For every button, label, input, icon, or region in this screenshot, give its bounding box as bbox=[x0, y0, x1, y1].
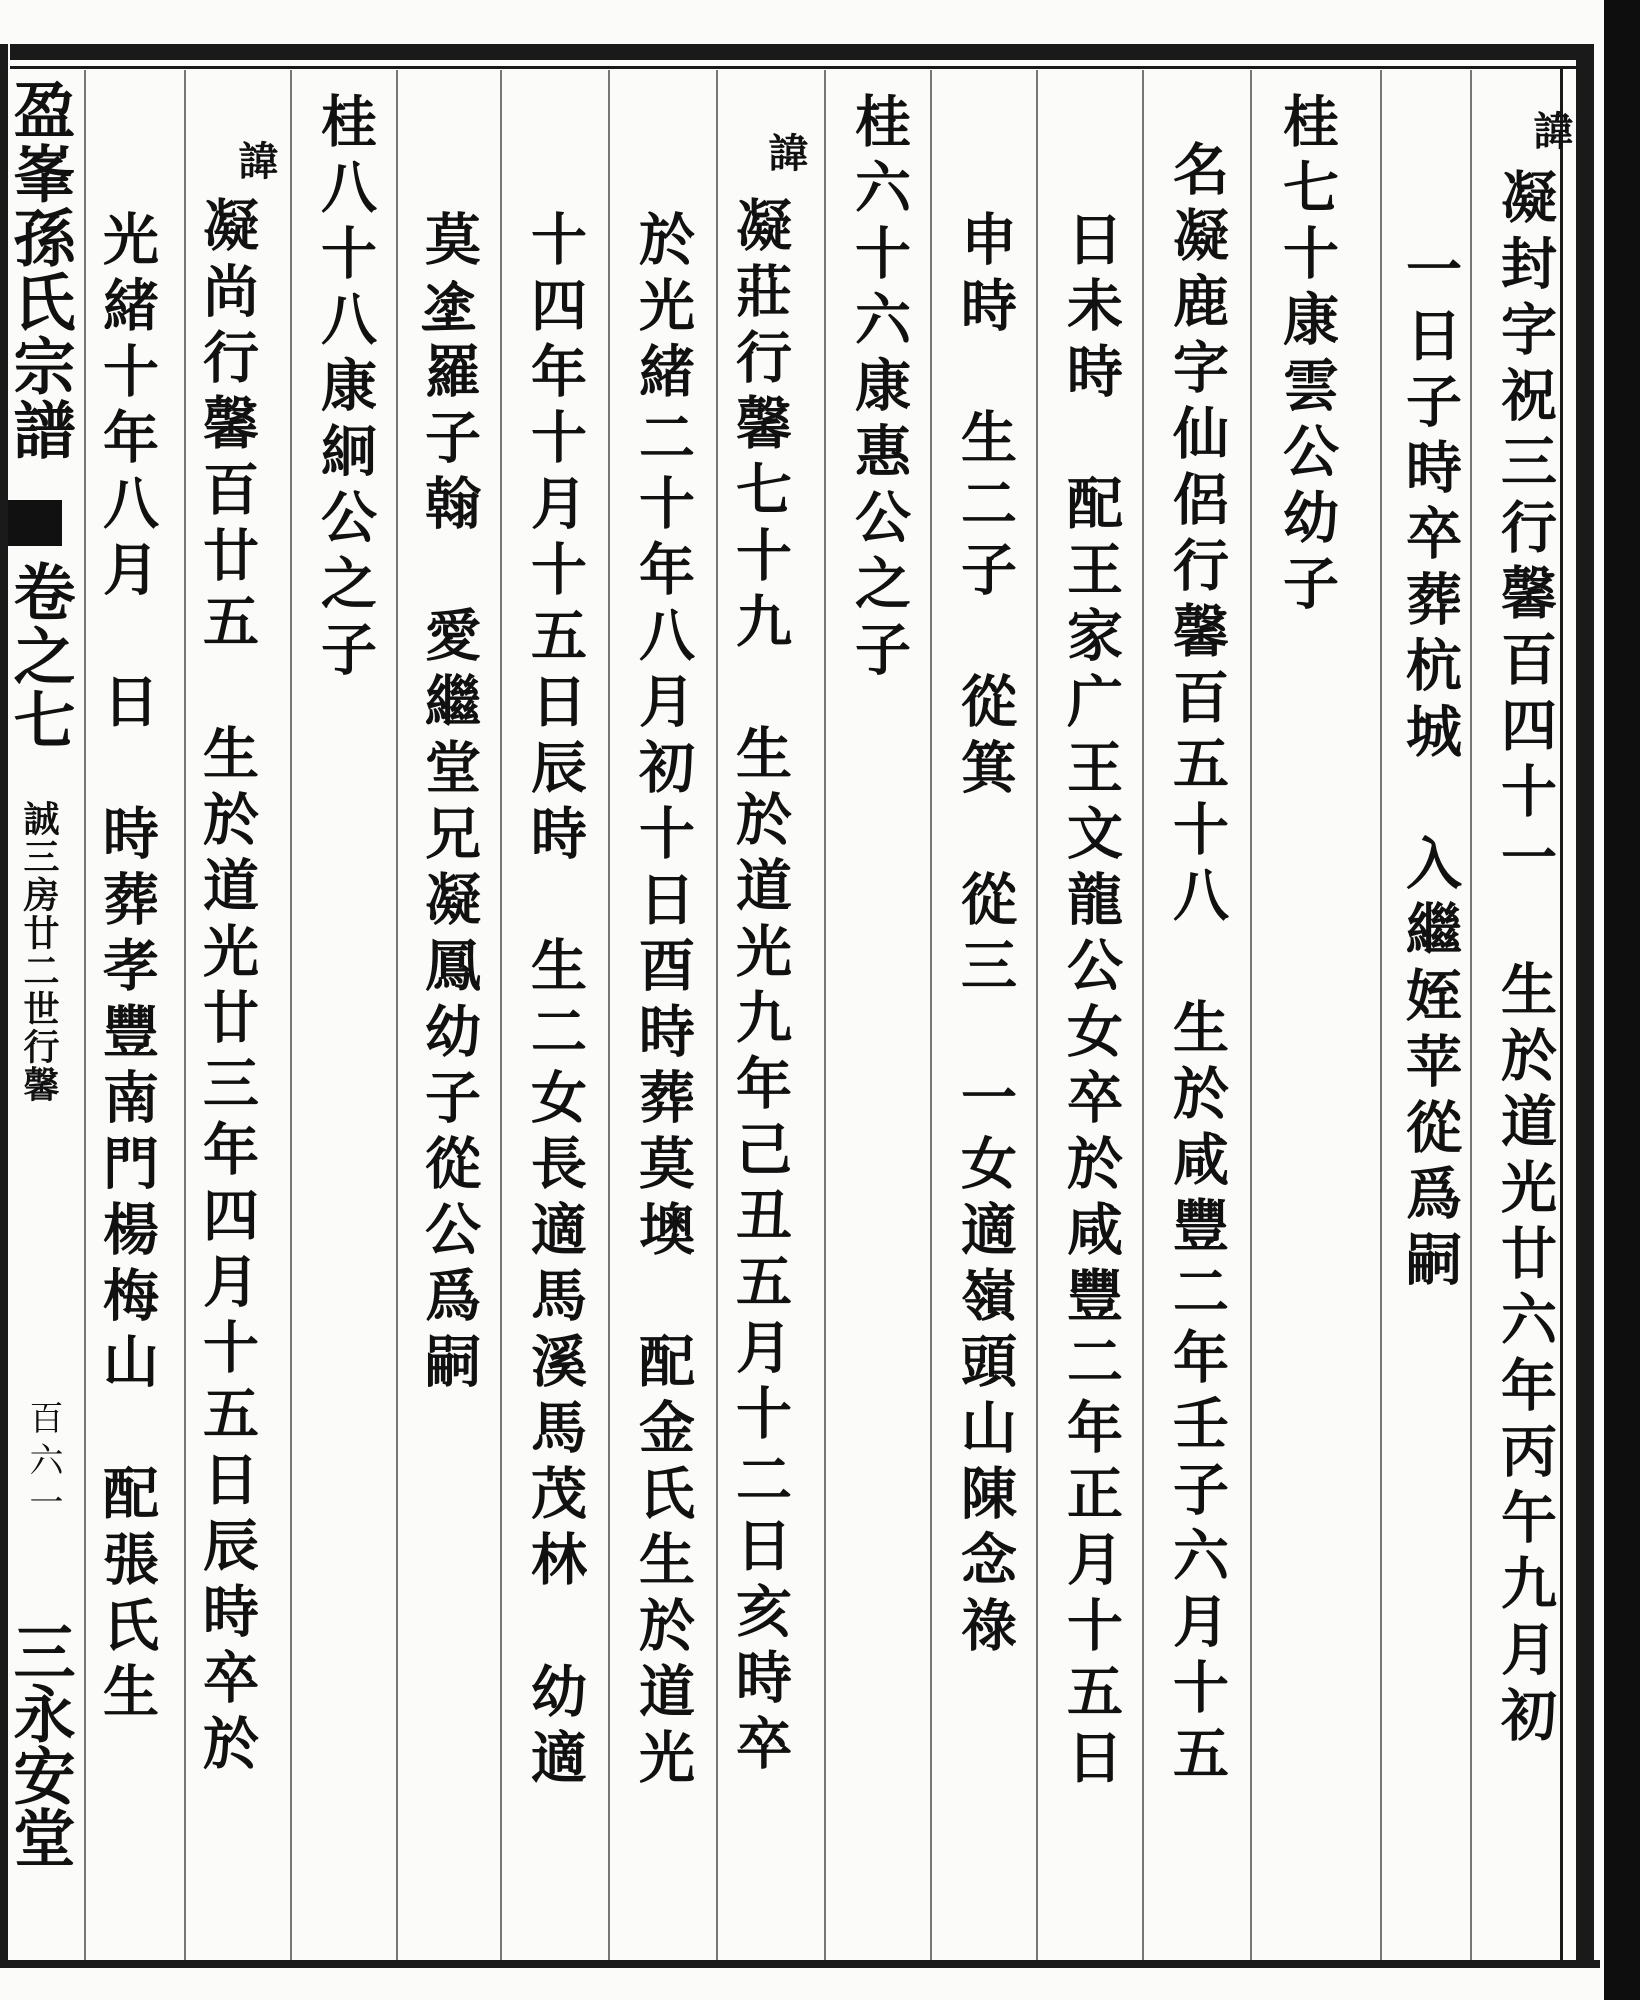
right-border bbox=[1576, 44, 1594, 1966]
bottom-border bbox=[0, 1960, 1600, 1968]
text-column: 凝莊行馨七十九 生於道光九年己丑五月十二日亥時卒 bbox=[727, 196, 793, 1780]
branch-subtitle: 誠三房廿二世行馨 bbox=[18, 800, 60, 1104]
text-column: 諱 bbox=[762, 132, 809, 198]
text-column: 日未時 配王家广王文龍公女卒於咸豐二年正月十五日 bbox=[1058, 210, 1124, 1794]
text-column: 莫𡍼羅子翰 愛繼堂兄凝鳳幼子從公爲嗣 bbox=[416, 210, 482, 1398]
column-divider bbox=[1250, 70, 1252, 1960]
hall-name: 三永安堂 bbox=[3, 1620, 76, 1868]
text-column: 於光緒二十年八月初十日酉時葬莫墺 配金氏生於道光 bbox=[630, 210, 696, 1794]
text-column: 光緒十年八月 日 時葬孝豐南門楊梅山 配張氏生 bbox=[94, 210, 160, 1728]
text-column: 一日子時卒葬杭城 入繼姪苹從爲嗣 bbox=[1397, 240, 1463, 1296]
text-column: 桂八十八康絅公之子 bbox=[312, 92, 378, 686]
volume-label: 卷之七 bbox=[3, 560, 76, 752]
column-divider bbox=[396, 70, 398, 1960]
text-column: 凝尚行馨百廿五 生於道光廿三年四月十五日辰時卒於 bbox=[194, 196, 260, 1780]
column-divider bbox=[824, 70, 826, 1960]
top-border bbox=[10, 44, 1590, 60]
top-border-inner bbox=[10, 66, 1590, 69]
column-divider bbox=[608, 70, 610, 1960]
text-column: 十四年十月十五日辰時 生二女長適馬溪馬茂林 幼適 bbox=[522, 210, 588, 1794]
text-column: 諱 bbox=[1527, 110, 1574, 176]
page-edge-shadow bbox=[1604, 0, 1640, 2000]
text-column: 名凝鹿字仙侶行馨百五十八 生於咸豐二年壬子六月十五 bbox=[1164, 140, 1230, 1790]
column-divider bbox=[1380, 70, 1382, 1960]
text-column: 桂七十康雲公幼子 bbox=[1274, 92, 1340, 620]
text-column: 桂六十六康惠公之子 bbox=[846, 92, 912, 686]
column-divider bbox=[1142, 70, 1144, 1960]
column-divider bbox=[930, 70, 932, 1960]
text-column: 申時 生二子 從箕 從三 一女適嶺頭山陳念祿 bbox=[952, 210, 1018, 1662]
column-divider bbox=[290, 70, 292, 1960]
text-column: 諱 bbox=[232, 140, 279, 206]
column-divider bbox=[1036, 70, 1038, 1960]
book-title: 盈峯孫氏宗譜 bbox=[3, 78, 76, 462]
page-number: 百六一 bbox=[23, 1400, 63, 1526]
column-divider bbox=[500, 70, 502, 1960]
fish-tail-mark bbox=[8, 500, 62, 546]
text-column: 凝封字祝三行馨百四十一 生於道光廿六年丙午九月初 bbox=[1492, 168, 1558, 1752]
